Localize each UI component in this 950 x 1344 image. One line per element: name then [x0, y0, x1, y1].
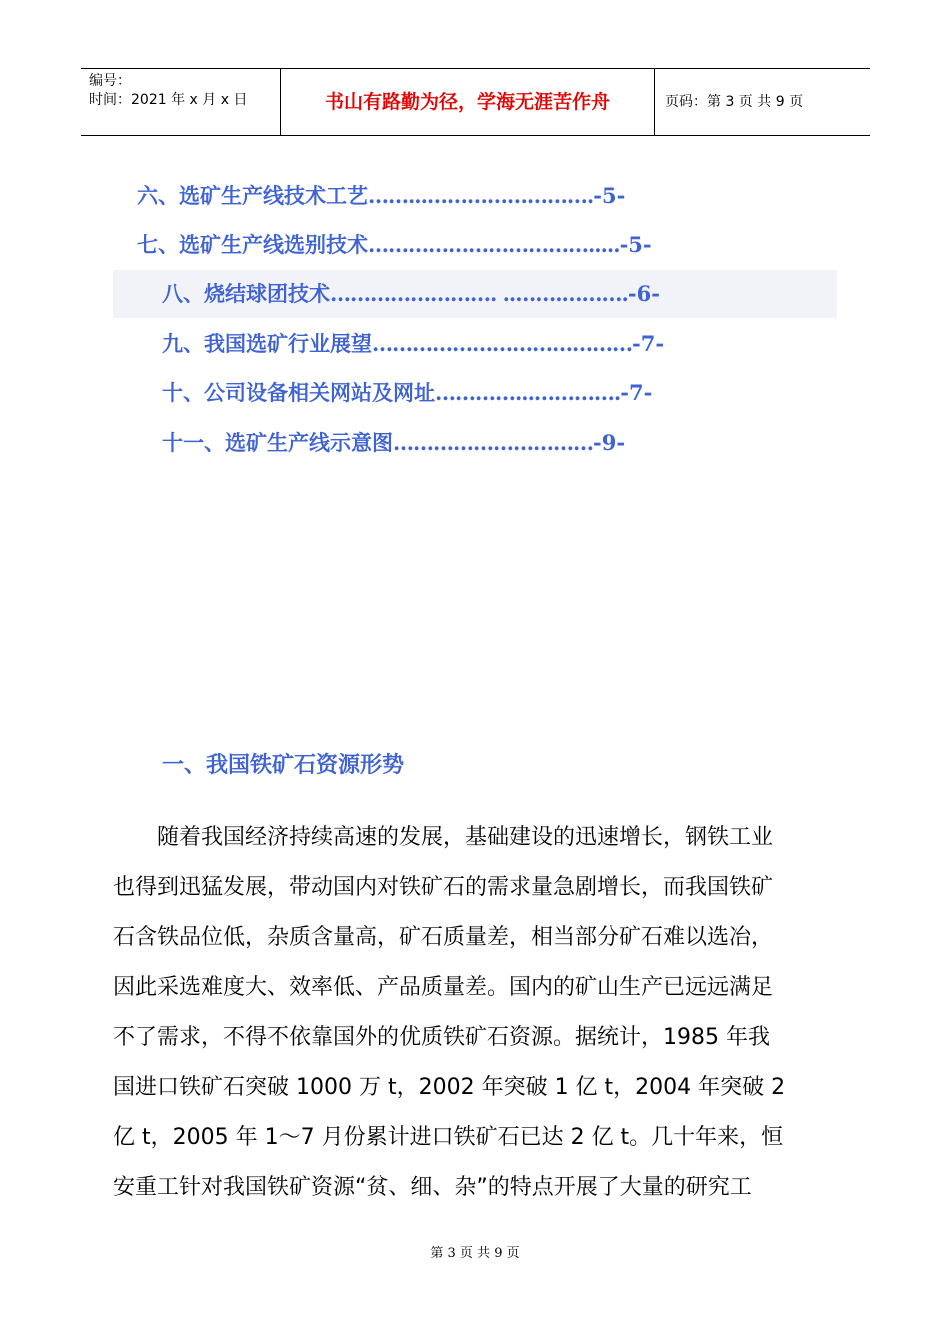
- toc-item-11[interactable]: [162, 419, 625, 467]
- header-time-label: 时间：2021 年 x 月 x 日: [89, 92, 248, 108]
- toc-item-page: -5-: [593, 183, 626, 208]
- toc-item-page: -9-: [593, 430, 626, 455]
- toc-item-6[interactable]: [137, 172, 625, 220]
- body-paragraph: [113, 813, 838, 1213]
- section-title: 一、我国铁矿石资源形势: [162, 753, 405, 778]
- toc-item-page: -7-: [632, 331, 665, 356]
- paragraph-line: 国进口铁矿石突破 1000 万 t，2002 年突破 1 亿 t，2004 年突破 2: [113, 1075, 786, 1100]
- toc-item-8[interactable]: [113, 270, 837, 318]
- toc-item-label: 六、选矿生产线技术工艺: [137, 183, 368, 208]
- toc-item-leader: …………………………………: [372, 331, 632, 356]
- toc-item-label: 九、我国选矿行业展望: [162, 331, 372, 356]
- toc-item-leader: ……………………. ..…….……….: [330, 281, 628, 306]
- toc-item-label: 八、烧结球团技术: [162, 281, 330, 306]
- paragraph-line: 也得到迅猛发展，带动国内对铁矿石的需求量急剧增长，而我国铁矿: [113, 875, 774, 900]
- paragraph-line: 亿 t，2005 年 1～7 月份累计进口铁矿石已达 2 亿 t。几十年来，恒: [113, 1125, 784, 1150]
- toc-item-7[interactable]: [137, 221, 652, 269]
- header-meta-cell: [81, 69, 281, 135]
- toc-item-9[interactable]: [162, 320, 664, 368]
- header-page-label: 页码：第 3 页 共 9 页: [665, 94, 804, 110]
- toc-item-label: 十一、选矿生产线示意图: [162, 430, 393, 455]
- page-footer: 第 3 页 共 9 页: [430, 1246, 520, 1261]
- toc-item-page: -7-: [620, 380, 653, 405]
- paragraph-line: 因此采选难度大、效率低、产品质量差。国内的矿山生产已远远满足: [113, 975, 774, 1000]
- toc-item-leader: …………...………….: [435, 380, 621, 405]
- paragraph-line: 安重工针对我国铁矿资源“贫、细、杂”的特点开展了大量的研究工: [113, 1175, 752, 1200]
- toc-item-leader: …………………………….....: [368, 232, 620, 257]
- paragraph-line: 随着我国经济持续高速的发展，基础建设的迅速增长，钢铁工业: [113, 825, 774, 850]
- paragraph-line: 石含铁品位低，杂质含量高，矿石质量差，相当部分矿石难以选冶，: [113, 925, 774, 950]
- toc-item-page: -6-: [627, 281, 660, 306]
- header-motto: 书山有路勤为径，学海无涯苦作舟: [281, 69, 655, 135]
- header-number-label: 编号：: [89, 73, 131, 89]
- toc-item-page: -5-: [619, 232, 652, 257]
- toc-item-leader: …………………………: [393, 430, 593, 455]
- toc-item-10[interactable]: [162, 369, 652, 417]
- toc-item-label: 七、选矿生产线选别技术: [137, 232, 368, 257]
- toc-item-label: 十、公司设备相关网站及网址: [162, 380, 435, 405]
- page-header: [81, 68, 870, 136]
- toc-item-leader: ……...…………………….: [368, 183, 594, 208]
- paragraph-line: 不了需求，不得不依靠国外的优质铁矿石资源。据统计，1985 年我: [113, 1025, 770, 1050]
